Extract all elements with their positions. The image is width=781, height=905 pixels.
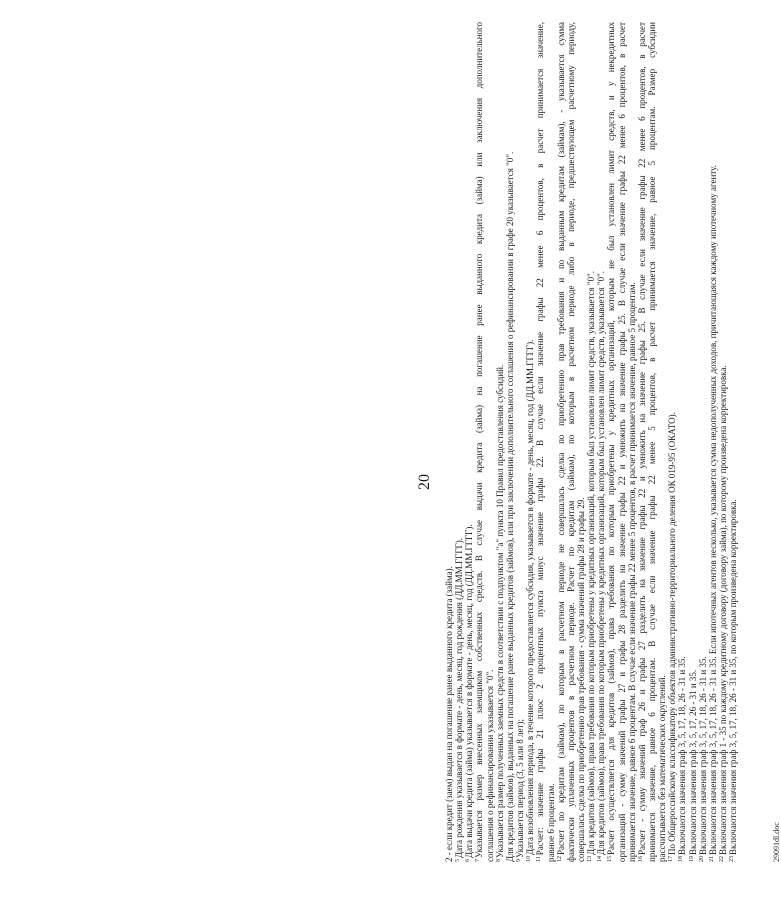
footnote-line	[535, 22, 545, 862]
footnote-marker: 13	[587, 856, 594, 862]
footnote-marker: 6	[465, 859, 472, 862]
footnote-line	[474, 22, 484, 862]
footnote-text: принимается значение, равное 6 процентам. В случае если значение графы 22 менее 5 процентов, в расчет принимается значение, равное 5 процентам.	[626, 282, 637, 862]
footnote-text: Включаются значения граф 1 - 35 по каждому кредитному договору (договору займа), по которому произведена корректировка.	[718, 365, 729, 855]
footnote-line	[728, 22, 738, 862]
file-name: 29091dl.doc	[772, 822, 781, 862]
rotated-page	[416, 22, 781, 862]
footnote-line	[708, 22, 718, 862]
footnote-text: Включаются значения граф 3, 5, 17, 18, 26 - 31 и 35.	[677, 656, 688, 855]
footnote-text: Дата возобновления периода, в течение которого предоставляется субсидия, указывается в формате - день, месяц, год (ДД.ММ.ГГГГ).	[525, 339, 536, 855]
footnote-marker: 12	[556, 856, 563, 862]
footnote-line	[556, 22, 566, 862]
footnote-line	[596, 22, 606, 862]
footnote-line	[576, 22, 586, 862]
footnote-text: принимается значение, равное 6 процентам. В случае если значение графы 22 менее 5 процентов, в расчет принимается значение, равное 5 процентам. Размер субсидии	[647, 22, 658, 862]
footnote-marker: 9	[516, 859, 523, 862]
footnote-text: Включаются значения граф 3, 5, 17, 18, 26 - 31 и 35.	[697, 656, 708, 855]
footnote-line	[667, 22, 677, 862]
footnote-marker: 15	[607, 856, 614, 862]
footnote-text: Указывается период (3, 5 или 8 лет);	[515, 719, 526, 858]
footnote-text: Включаются значения граф 3, 5, 17, 26 - 31 и 35.	[687, 669, 698, 855]
footnote-line	[657, 22, 667, 862]
footnote-line	[606, 22, 616, 862]
footnote-line	[647, 22, 657, 862]
footnote-line	[677, 22, 687, 862]
footnote-text: Расчет по кредитам (займам), по которым в расчетном периоде не совершалась сделка по приобретению прав требования и по выданным кредитам (займам), - указывается сумма	[555, 22, 566, 855]
footnote-marker: 23	[729, 856, 736, 862]
footnote-line	[718, 22, 728, 862]
footnote-line	[698, 22, 708, 862]
footnote-line	[444, 22, 454, 862]
footnote-line	[617, 22, 627, 862]
footnote-marker: 19	[688, 856, 695, 862]
footnote-line	[546, 22, 556, 862]
footnote-line	[525, 22, 535, 862]
footnote-text: равное 6 процентам.	[545, 783, 556, 862]
footnote-text: Для кредитов (займов), права требования по которым приобретены у кредитных организаций, которым был установлен лимит средств, указывается "0".	[586, 270, 597, 855]
footnote-text: соглашения о рефинансировании указывается "0".	[484, 669, 495, 862]
footnote-text: рассчитывается без математических округлений.	[657, 675, 668, 862]
footnote-text: Включаются значения граф 3, 5, 17, 18, 26 - 31 и 35. Если ипотечных агентов несколько, указывается сумма недополученных доходов, причитающаяся каждому ипотечному агенту.	[707, 165, 718, 855]
footnote-text: совершалась сделка по приобретению прав требования - сумма значений графы 28 и графы 29.	[575, 497, 586, 862]
footnote-text: По Общероссийскому классификатору объектов административно-территориального деления ОК 019-95 (ОКАТО).	[667, 412, 678, 855]
footnote-marker: 8	[495, 859, 502, 862]
footnote-marker: 11	[536, 856, 543, 862]
footnote-line	[688, 22, 698, 862]
footnote-text: Дата рождения указывается в формате - день, месяц, год рождения (ДД.ММ.ГГГГ).	[454, 537, 465, 858]
footnote-line	[485, 22, 495, 862]
footnote-line	[637, 22, 647, 862]
footnote-text: организаций - сумму значений графы 27 и графы 28 разделить на значение графы 22 и умножить на значение графы 25. В случае если значение графы 22 менее 6 процентов, в расчет	[616, 22, 627, 862]
footnote-line	[464, 22, 474, 862]
footnote-text: Расчет осуществляется для кредитов (займов), права требования по которым приобретены у кредитных организаций, которым не был установлен лимит средств, и у некредитных	[606, 22, 617, 855]
footnote-marker: 16	[637, 856, 644, 862]
footnote-text: Включаются значения граф 3, 5, 17, 18, 26 - 31 и 35, по которым произведена корректировка.	[728, 499, 739, 855]
footnote-marker: 20	[698, 856, 705, 862]
footnote-line	[454, 22, 464, 862]
footnote-text: Расчет - сумму значений граф 26 и графы 27 разделить на значение графы 22 и умножить на значение графы 25. В случае если значение графы 22 менее 6 процентов, в расчет	[636, 22, 647, 855]
footnote-marker: 22	[719, 856, 726, 862]
footnote-marker: 18	[678, 856, 685, 862]
footnote-line	[566, 22, 576, 862]
footnote-marker: 7	[475, 859, 482, 862]
footnote-text: фактически уплаченных процентов в расчетном периоде. Расчет по кредитам (займам), по которым в расчетном периоде либо в периоде, предшествующем расчетному периоду,	[565, 22, 576, 862]
footnotes-list	[444, 22, 738, 862]
footnote-line	[505, 22, 515, 862]
footnote-line	[627, 22, 637, 862]
footnote-text: Для кредитов (займов), выданных на погашение ранее выданных кредитов (займов), или при заключении дополнительного соглашения о рефинансировании в графе 20 указывается "0".	[504, 151, 515, 862]
footnote-marker: 21	[708, 856, 715, 862]
footnote-marker: 14	[597, 856, 604, 862]
footnote-line	[495, 22, 505, 862]
footnote-line	[515, 22, 525, 862]
footnote-marker: 10	[526, 856, 533, 862]
footnote-text: Расчет: значение графы 21 плюс 2 процентных пункта минус значение графы 22. В случае если значение графы 22 менее 6 процентов, в расчет принимается значение,	[535, 22, 546, 856]
footnote-text: Дата выдачи кредита (займа) указывается в формате - день, месяц, год (ДД.ММ.ГГГГ).	[464, 524, 475, 858]
footnote-text: Указывается размер внесенных заемщиком собственных средств. В случае выдачи кредита (займа) на погашение ранее выданного кредита (займа) или заключения дополнительного	[474, 22, 485, 858]
footnote-text: Для кредитов (займов), права требования по которым приобретены у кредитных организаций, которым был установлен лимит средств, указывается "0".	[596, 270, 607, 855]
footnote-text: 2 - если кредит (заем) выдан на погашение ранее выданного кредита (займа).	[444, 566, 454, 862]
footnote-text: Указывается размер полученных заемных средств в соответствии с подпунктом "а" пункта 10 Правил предоставления субсидий.	[494, 364, 505, 858]
footnote-line	[586, 22, 596, 862]
page-number: 20	[416, 474, 433, 490]
footnote-marker: 17	[668, 856, 675, 862]
footnote-marker: 5	[455, 859, 462, 862]
